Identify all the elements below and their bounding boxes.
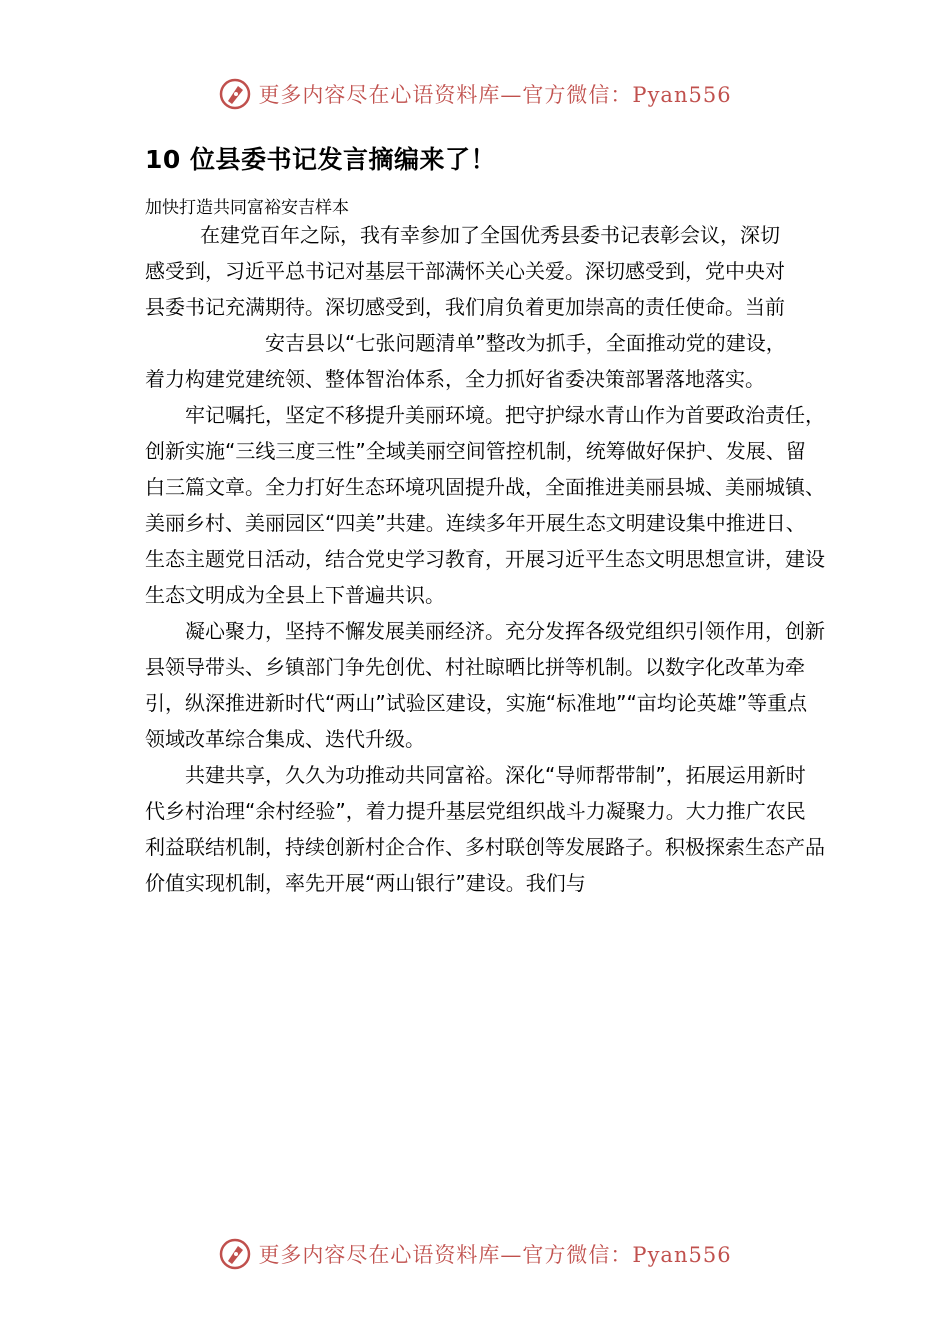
header-banner: [0, 74, 950, 114]
banner-text: 更多内容尽在心语资料库—官方微信：Pyan556: [258, 83, 732, 107]
pen-nib-logo-icon: [218, 1237, 252, 1271]
paragraph-2: 牢记嘱托，坚定不移提升美丽环境。把守护绿水青山作为首要政治责任，创新实施“三线三度三性”全域美丽空间管控机制，统筹做好保护、发展、留白三篇文章。全力打好生态环境巩固提升战，全面推进美丽县城、美丽城镇、美丽乡村、美丽园区“四美”共建。连续多年开展生态文明建设集中推进日、生态主题党日活动，结合党史学习教育，开展习近平生态文明思想宣讲，建设生态文明成为全县上下普遍共识。: [145, 403, 825, 607]
paragraph-3: 凝心聚力，坚持不懈发展美丽经济。充分发挥各级党组织引领作用，创新县领导带头、乡镇部门争先创优、村社晾晒比拼等机制。以数字化改革为牵引，纵深推进新时代“两山”试验区建设，实施“标准地”“亩均论英雄”等重点领域改革综合集成、迭代升级。: [145, 619, 825, 751]
pen-nib-logo-icon: [218, 77, 252, 111]
article-title: 10 位县委书记发言摘编来了！: [145, 145, 496, 174]
banner-text: 更多内容尽在心语资料库—官方微信：Pyan556: [258, 1243, 732, 1267]
paragraph-1-line: 在建党百年之际，我有幸参加了全国优秀县委书记表彰会议，深切: [200, 223, 780, 247]
paragraph-1-line: 感受到，习近平总书记对基层干部满怀关心关爱。深切感受到，党中央对: [145, 259, 785, 283]
paragraph-1-line: 着力构建党建统领、整体智治体系，全力抓好省委决策部署落地落实。: [145, 367, 765, 391]
paragraph-4: 共建共享，久久为功推动共同富裕。深化“导师帮带制”，拓展运用新时代乡村治理“余村经验”，着力提升基层党组织战斗力凝聚力。大力推广农民利益联结机制，持续创新村企合作、多村联创等发展路子。积极探索生态产品价值实现机制，率先开展“两山银行”建设。我们与: [145, 763, 825, 895]
article-body: [145, 217, 825, 901]
paragraph-1-line: 安吉县以“七张问题清单”整改为抓手，全面推动党的建设，: [265, 331, 786, 355]
footer-banner: [0, 1234, 950, 1274]
paragraph-1-line: 县委书记充满期待。深切感受到，我们肩负着更加崇高的责任使命。当前: [145, 295, 785, 319]
article-subtitle: 加快打造共同富裕安吉样本: [145, 198, 349, 218]
